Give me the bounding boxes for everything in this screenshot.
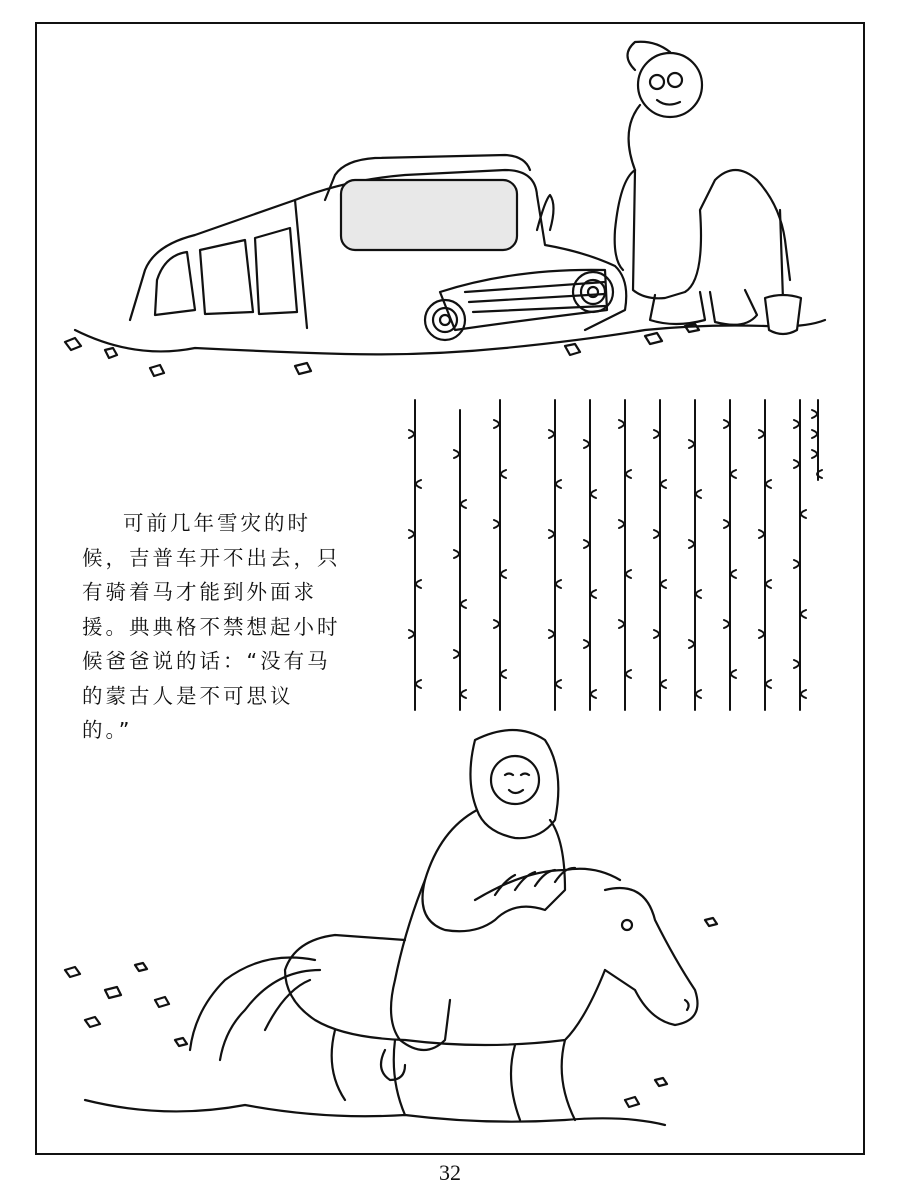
jeep-illustration [45,30,835,390]
mongolian-script-columns [360,390,840,730]
horse-rider-illustration [45,720,725,1150]
chinese-paragraph [82,506,342,748]
page-number: 32 [439,1160,461,1185]
paragraph-text: 可前几年雪灾的时候，吉普车开不出去，只有骑着马才能到外面求援。典典格不禁想起小时候爸爸说的话：“没有马的蒙古人是不可思议的。” [82,511,341,742]
